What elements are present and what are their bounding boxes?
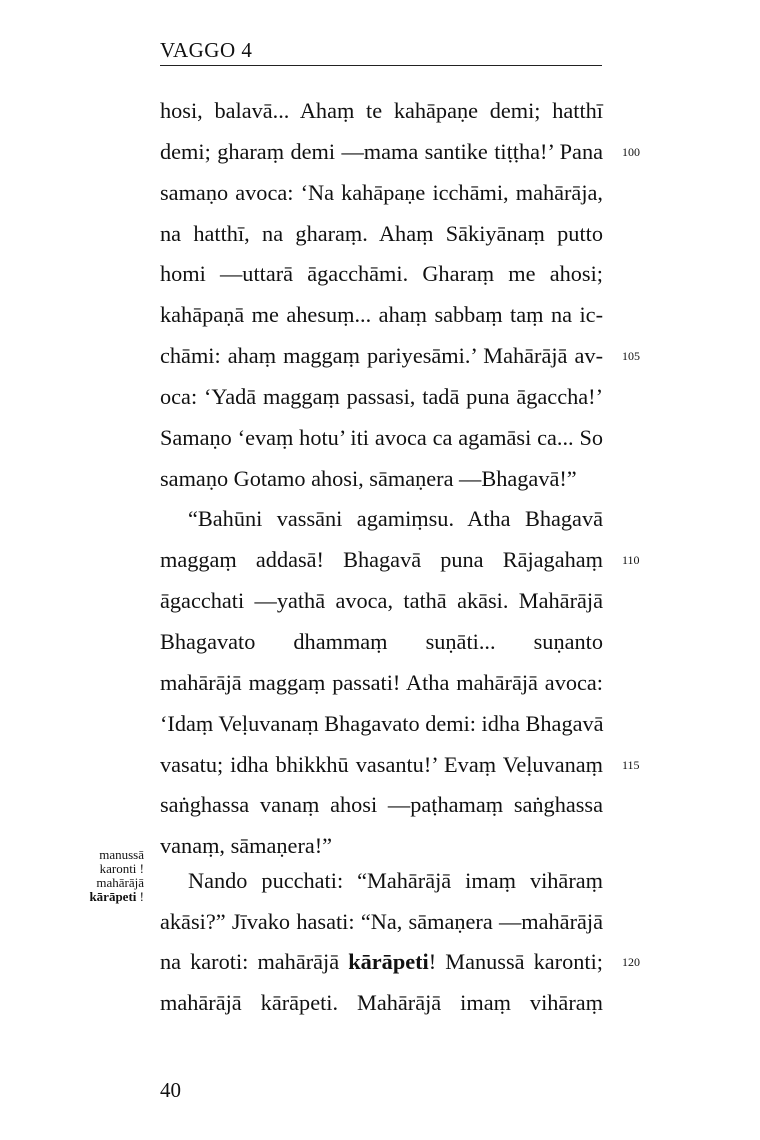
text-span: ! Manussā karonti; <box>428 949 603 974</box>
margin-note-line: manussā <box>99 847 144 862</box>
text-line: saṅghassa vanaṃ ahosi —paṭhamaṃ saṅghassa <box>160 792 603 817</box>
text-line: āgacchati —yathā avoca, tathā akāsi. Mahārājā <box>160 588 603 613</box>
paragraph-first-line: Nando pucchati: “Mahārājā imaṃ vihāraṃ <box>188 868 603 893</box>
bold-term: kārāpeti <box>348 949 429 974</box>
line-number: 120 <box>622 955 640 969</box>
page-number: 40 <box>160 1078 181 1102</box>
text-line: Bhagavato dhammaṃ suṇāti... suṇanto <box>160 629 603 654</box>
line-number: 110 <box>622 553 640 567</box>
margin-note-bold: kārāpeti <box>89 889 137 904</box>
line-number: 105 <box>622 349 640 363</box>
text-line: kahāpaṇā me ahesuṃ... ahaṃ sabbaṃ taṃ na ic- <box>160 302 603 327</box>
text-line: hosi, balavā... Ahaṃ te kahāpaṇe demi; hatthī <box>160 98 603 123</box>
text-line: mahārājā maggaṃ passati! Atha mahārājā avoca: <box>160 670 603 695</box>
margin-note-line: mahārājā <box>96 875 144 890</box>
line-number: 115 <box>622 758 640 772</box>
paragraph-first-line: “Bahūni vassāni agamiṃsu. Atha Bhagavā <box>188 506 603 531</box>
text-line: ‘Idaṃ Veḷuvanaṃ Bhagavato demi: idha Bhagavā <box>160 711 604 736</box>
text-line: samaṇo Gotamo ahosi, sāmaṇera —Bhagavā!” <box>160 466 577 491</box>
text-span: na karoti: mahārājā <box>160 949 349 974</box>
line-number: 100 <box>622 145 640 159</box>
text-line: vasatu; idha bhikkhū vasantu!’ Evaṃ Veḷuvanaṃ <box>160 752 603 777</box>
margin-note <box>54 848 144 904</box>
text-line: akāsi?” Jīvako hasati: “Na, sāmaṇera —mahārājā <box>160 909 603 934</box>
margin-note-line: karonti ! <box>99 861 144 876</box>
text-line: samaṇo avoca: ‘Na kahāpaṇe icchāmi, mahārāja, <box>160 180 603 205</box>
text-line: homi —uttarā āgacchāmi. Gharaṃ me ahosi; <box>160 261 603 286</box>
text-line: vanaṃ, sāmaṇera!” <box>160 833 333 858</box>
text-line: demi; gharaṃ demi —mama santike tiṭṭha!’ Pana <box>160 139 603 164</box>
text-line: Samaṇo ‘evaṃ hotu’ iti avoca ca agamāsi ca... So <box>160 425 603 450</box>
running-header <box>160 36 602 66</box>
running-head-title: VAGGO 4 <box>160 38 253 62</box>
margin-note-line <box>54 890 144 904</box>
text-line: oca: ‘Yadā maggaṃ passasi, tadā puna āgaccha!’ <box>160 384 603 409</box>
text-line: na hatthī, na gharaṃ. Ahaṃ Sākiyānaṃ putto <box>160 221 603 246</box>
margin-note-text: ! <box>136 889 144 904</box>
text-line: mahārājā kārāpeti. Mahārājā imaṃ vihāraṃ <box>160 990 603 1015</box>
text-line: chāmi: ahaṃ maggaṃ pariyesāmi.’ Mahārājā av- <box>160 343 603 368</box>
text-line: maggaṃ addasā! Bhagavā puna Rājagahaṃ <box>160 547 603 572</box>
text-line <box>160 945 603 979</box>
